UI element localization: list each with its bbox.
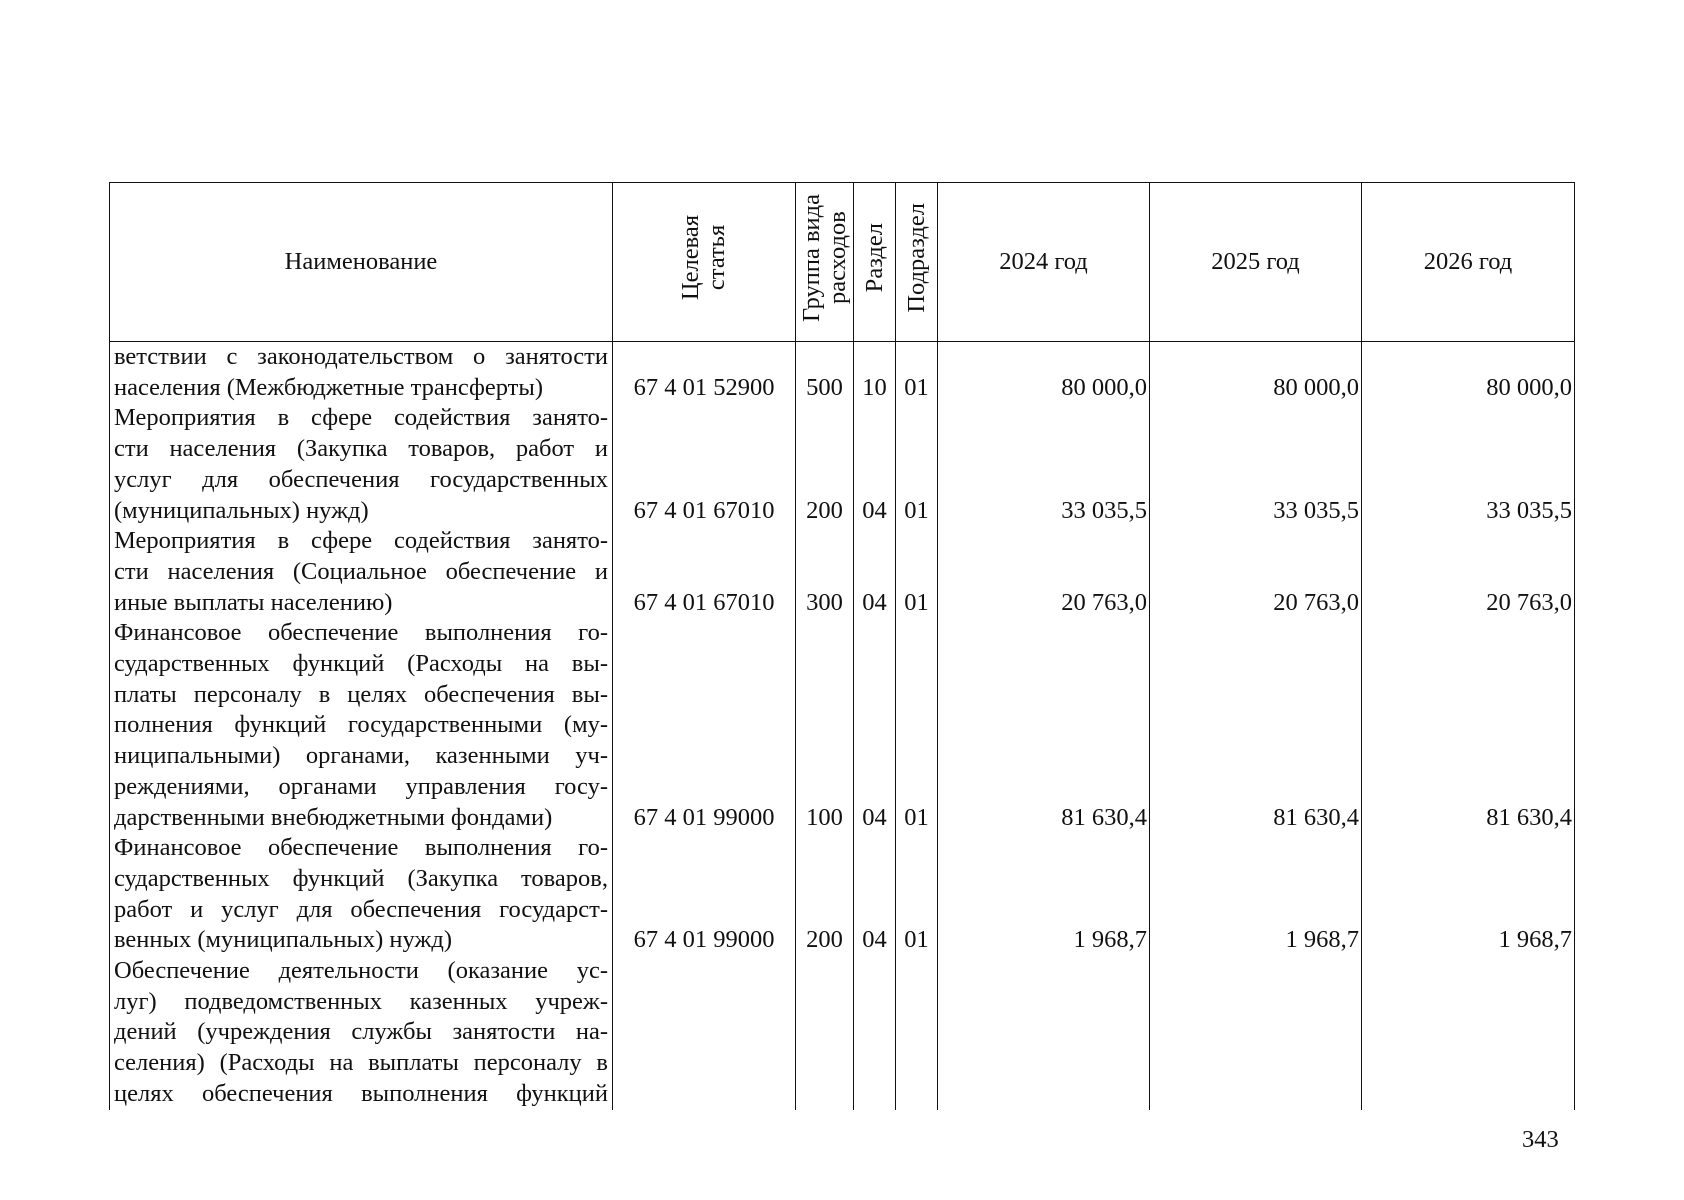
cell-name-line: работ и услуг для обеспечения государст-: [114, 895, 608, 923]
cell-expense-group: 200: [796, 403, 854, 526]
cell-section: 04: [854, 526, 896, 618]
cell-name: [110, 833, 613, 956]
cell-2026: 33 035,5: [1362, 403, 1575, 526]
cell-target-article: 67 4 01 52900: [613, 342, 796, 404]
cell-name-line: дарственными внебюджетными фондами): [114, 803, 553, 831]
cell-2026: 80 000,0: [1362, 342, 1575, 404]
cell-name-line: сударственных функций (Расходы на вы-: [114, 650, 608, 678]
cell-section: [854, 956, 896, 1110]
table-body: [110, 342, 1575, 1110]
cell-subsection: 01: [896, 618, 938, 833]
cell-name-line: сти населения (Социальное обеспечение и: [114, 557, 608, 585]
cell-name-line: полнения функций государственными (му-: [114, 711, 608, 739]
cell-name-line: сударственных функций (Закупка товаров,: [114, 864, 608, 892]
cell-name: [110, 526, 613, 618]
header-target-article-text-line-2: статья: [703, 225, 730, 291]
cell-2024: [938, 956, 1150, 1110]
cell-name-line: венных (муниципальных) нужд): [114, 926, 453, 954]
page-number: 343: [1522, 1126, 1559, 1153]
cell-name-line: целях обеспечения выполнения функций: [114, 1079, 608, 1107]
cell-name: [110, 342, 613, 404]
cell-2026: [1362, 956, 1575, 1110]
cell-name-line: реждениями, органами управления госу-: [114, 772, 608, 800]
cell-name-line: селения) (Расходы на выплаты персоналу в: [114, 1049, 608, 1077]
cell-name: [110, 403, 613, 526]
cell-2025: 33 035,5: [1150, 403, 1362, 526]
cell-target-article: 67 4 01 99000: [613, 618, 796, 833]
cell-target-article: [613, 956, 796, 1110]
cell-subsection: 01: [896, 403, 938, 526]
cell-name-line: иные выплаты населению): [114, 588, 393, 616]
cell-2025: [1150, 956, 1362, 1110]
header-expense-group-text-line-2: расходов: [823, 211, 851, 305]
cell-2026: 81 630,4: [1362, 618, 1575, 833]
cell-2025: 20 763,0: [1150, 526, 1362, 618]
cell-name-line: Финансовое обеспечение выполнения го-: [114, 619, 608, 647]
header-section-text: Раздел: [861, 222, 888, 293]
header-2024-text: 2024 год: [999, 247, 1088, 275]
cell-target-article: 67 4 01 67010: [613, 526, 796, 618]
cell-2025: 80 000,0: [1150, 342, 1362, 404]
header-target-article-text: [678, 215, 730, 300]
table-row: [110, 956, 1575, 1110]
table-header-row: [110, 183, 1575, 342]
cell-2024: 20 763,0: [938, 526, 1150, 618]
header-subsection-text: Подраздел: [903, 202, 930, 313]
table-row: [110, 618, 1575, 833]
cell-section: 10: [854, 342, 896, 404]
cell-name-line: луг) подведомственных казенных учреж-: [114, 987, 608, 1015]
table-row: [110, 403, 1575, 526]
cell-subsection: [896, 956, 938, 1110]
cell-expense-group: 300: [796, 526, 854, 618]
cell-name-line: (муниципальных) нужд): [114, 496, 369, 524]
header-2026: [1362, 183, 1575, 342]
header-target-article-text-line-1: Целевая: [677, 215, 704, 301]
header-subsection: [896, 183, 938, 342]
cell-section: 04: [854, 618, 896, 833]
cell-target-article: 67 4 01 99000: [613, 833, 796, 956]
cell-name-line: Мероприятия в сфере содействия занято-: [114, 404, 608, 432]
header-expense-group-text-line-1: Группа вида: [797, 193, 825, 322]
header-section: [854, 183, 896, 342]
cell-expense-group: [796, 956, 854, 1110]
cell-name-line: дений (учреждения службы занятости на-: [114, 1018, 608, 1046]
header-2024: [938, 183, 1150, 342]
header-name-text: Наименование: [284, 247, 438, 275]
cell-expense-group: 500: [796, 342, 854, 404]
cell-section: 04: [854, 403, 896, 526]
table-row: [110, 526, 1575, 618]
cell-name: [110, 956, 613, 1110]
cell-name-line: ветствии с законодательством о занятости: [114, 343, 608, 370]
cell-name-line: Финансовое обеспечение выполнения го-: [114, 834, 608, 862]
cell-name-line: населения (Межбюджетные трансферты): [114, 373, 544, 401]
cell-2024: 80 000,0: [938, 342, 1150, 404]
cell-name-line: Мероприятия в сфере содействия занято-: [114, 527, 608, 555]
cell-name-line: ниципальными) органами, казенными уч-: [114, 742, 608, 770]
cell-subsection: 01: [896, 833, 938, 956]
cell-2024: 33 035,5: [938, 403, 1150, 526]
header-2025: [1150, 183, 1362, 342]
table-row: [110, 833, 1575, 956]
cell-name-line: услуг для обеспечения государственных: [114, 465, 608, 493]
cell-expense-group: 200: [796, 833, 854, 956]
table-row: [110, 342, 1575, 404]
budget-table: [109, 182, 1575, 1110]
header-name: [110, 183, 613, 342]
header-2025-text: 2025 год: [1211, 247, 1300, 275]
cell-expense-group: 100: [796, 618, 854, 833]
cell-2026: 20 763,0: [1362, 526, 1575, 618]
cell-name: [110, 618, 613, 833]
cell-name-line: платы персоналу в целях обеспечения вы-: [114, 680, 608, 708]
cell-2025: 81 630,4: [1150, 618, 1362, 833]
cell-2026: 1 968,7: [1362, 833, 1575, 956]
header-2026-text: 2026 год: [1423, 247, 1513, 275]
cell-name-line: Обеспечение деятельности (оказание ус-: [114, 957, 608, 985]
header-target-article: [613, 183, 796, 342]
cell-section: 04: [854, 833, 896, 956]
header-expense-group-text: [799, 194, 851, 322]
header-expense-group: [796, 183, 854, 342]
cell-2024: 81 630,4: [938, 618, 1150, 833]
cell-target-article: 67 4 01 67010: [613, 403, 796, 526]
cell-2025: 1 968,7: [1150, 833, 1362, 956]
cell-subsection: 01: [896, 526, 938, 618]
cell-name-line: сти населения (Закупка товаров, работ и: [114, 435, 608, 463]
cell-subsection: 01: [896, 342, 938, 404]
cell-2024: 1 968,7: [938, 833, 1150, 956]
